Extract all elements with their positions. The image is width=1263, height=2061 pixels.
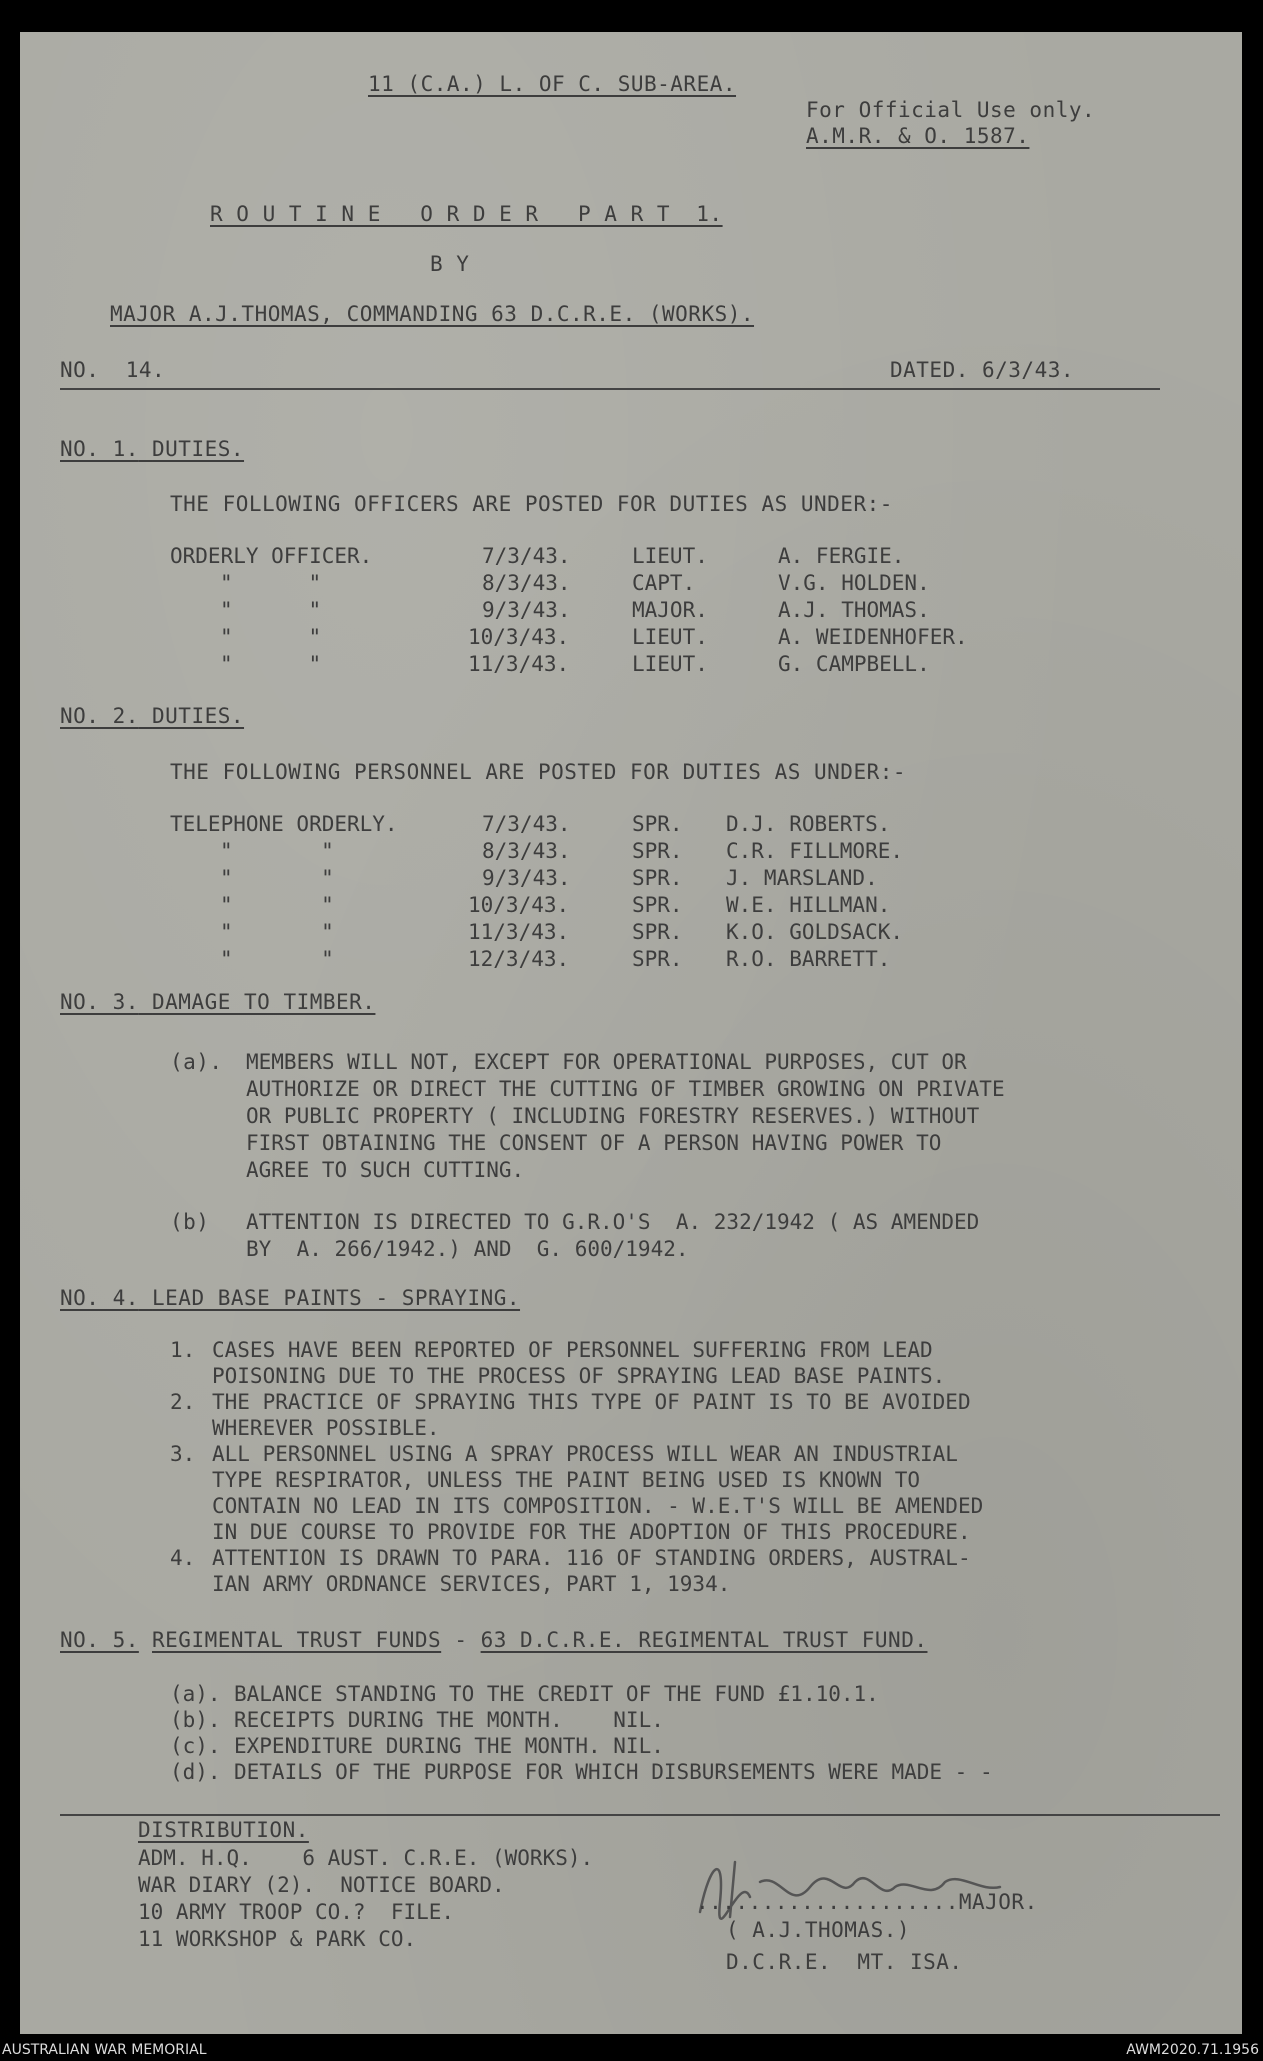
distribution-divider xyxy=(60,1814,1220,1816)
by-line: B Y xyxy=(430,252,470,276)
duty-date: 10/3/43. xyxy=(468,625,570,649)
paragraph-line: OR PUBLIC PROPERTY ( INCLUDING FORESTRY RESERVES.) WITHOUT xyxy=(246,1104,980,1128)
duty-name: J. MARSLAND. xyxy=(726,866,878,890)
duty-role: " " xyxy=(220,625,322,649)
duty-date: 9/3/43. xyxy=(482,866,571,890)
unit-heading: 11 (C.A.) L. OF C. SUB-AREA. xyxy=(368,72,737,96)
duty-role: " " xyxy=(220,866,334,890)
section-2-intro: THE FOLLOWING PERSONNEL ARE POSTED FOR DUTIES AS UNDER:- xyxy=(170,760,907,784)
official-use-note: For Official Use only. xyxy=(806,98,1096,122)
section-4-heading: NO. 4. LEAD BASE PAINTS - SPRAYING. xyxy=(60,1286,521,1310)
item-label: 2. xyxy=(170,1390,196,1414)
distribution-line: 11 WORKSHOP & PARK CO. xyxy=(138,1927,417,1951)
section-5-heading: NO. 5. REGIMENTAL TRUST FUNDS - 63 D.C.R.E. REGIMENTAL TRUST FUND. xyxy=(60,1628,928,1652)
distribution-line: 10 ARMY TROOP CO.? FILE. xyxy=(138,1900,455,1924)
duty-name: A. WEIDENHOFER. xyxy=(778,625,968,649)
duty-date: 12/3/43. xyxy=(468,947,570,971)
duty-name: K.O. GOLDSACK. xyxy=(726,920,904,944)
paragraph-line: IN DUE COURSE TO PROVIDE FOR THE ADOPTION OF THIS PROCEDURE. xyxy=(212,1520,971,1544)
duty-rank: SPR. xyxy=(632,866,683,890)
duty-name: A.J. THOMAS. xyxy=(778,598,930,622)
duty-name: W.E. HILLMAN. xyxy=(726,893,891,917)
duty-name: G. CAMPBELL. xyxy=(778,652,930,676)
duty-name: A. FERGIE. xyxy=(778,544,905,568)
distribution-line: WAR DIARY (2). NOTICE BOARD. xyxy=(138,1873,505,1897)
paragraph-line: CONTAIN NO LEAD IN ITS COMPOSITION. - W.E.T'S WILL BE AMENDED xyxy=(212,1494,984,1518)
order-number: NO. 14. xyxy=(60,358,166,382)
paragraph-line: AUTHORIZE OR DIRECT THE CUTTING OF TIMBER GROWING ON PRIVATE xyxy=(246,1077,1005,1101)
item-text: DETAILS OF THE PURPOSE FOR WHICH DISBURSEMENTS WERE MADE - - xyxy=(234,1760,993,1784)
paragraph-line: IAN ARMY ORDNANCE SERVICES, PART 1, 1934. xyxy=(212,1572,731,1596)
document-page xyxy=(20,32,1242,2034)
paragraph-line: TYPE RESPIRATOR, UNLESS THE PAINT BEING USED IS KNOWN TO xyxy=(212,1468,921,1492)
commander-line: MAJOR A.J.THOMAS, COMMANDING 63 D.C.R.E. (WORKS). xyxy=(110,302,755,326)
order-date: DATED. 6/3/43. xyxy=(890,358,1075,382)
duty-role: " " xyxy=(220,920,334,944)
paragraph-line: AGREE TO SUCH CUTTING. xyxy=(246,1158,525,1182)
duty-date: 7/3/43. xyxy=(482,544,571,568)
paragraph-line: POISONING DUE TO THE PROCESS OF SPRAYING LEAD BASE PAINTS. xyxy=(212,1364,946,1388)
archive-label: AUSTRALIAN WAR MEMORIAL xyxy=(2,2042,207,2058)
item-label: (c). xyxy=(170,1734,221,1758)
paragraph-line: ALL PERSONNEL USING A SPRAY PROCESS WILL WEAR AN INDUSTRIAL xyxy=(212,1442,958,1466)
item-text: RECEIPTS DURING THE MONTH. NIL. xyxy=(234,1708,664,1732)
reference-number: A.M.R. & O. 1587. xyxy=(806,124,1030,148)
duty-date: 9/3/43. xyxy=(482,598,571,622)
duty-rank: SPR. xyxy=(632,920,683,944)
duty-rank: CAPT. xyxy=(632,571,696,595)
header-divider xyxy=(60,388,1160,390)
duty-date: 8/3/43. xyxy=(482,839,571,863)
duty-role: ORDERLY OFFICER. xyxy=(170,544,373,568)
duty-role: " " xyxy=(220,598,322,622)
duty-rank: SPR. xyxy=(632,812,683,836)
item-text: BALANCE STANDING TO THE CREDIT OF THE FUND £1.10.1. xyxy=(234,1682,879,1706)
duty-name: D.J. ROBERTS. xyxy=(726,812,891,836)
item-label: 4. xyxy=(170,1546,196,1570)
paragraph-line: ATTENTION IS DIRECTED TO G.R.O'S A. 232/1942 ( AS AMENDED xyxy=(246,1210,980,1234)
item-label: (a). xyxy=(170,1682,221,1706)
paragraph-line: MEMBERS WILL NOT, EXCEPT FOR OPERATIONAL PURPOSES, CUT OR xyxy=(246,1050,967,1074)
item-text: EXPENDITURE DURING THE MONTH. NIL. xyxy=(234,1734,664,1758)
paragraph-line: BY A. 266/1942.) AND G. 600/1942. xyxy=(246,1237,689,1261)
duty-role: " " xyxy=(220,947,334,971)
duty-rank: LIEUT. xyxy=(632,544,708,568)
distribution-title: DISTRIBUTION. xyxy=(138,1818,309,1842)
signatory-name: ( A.J.THOMAS.) xyxy=(726,1918,911,1942)
duty-rank: SPR. xyxy=(632,893,683,917)
duty-rank: LIEUT. xyxy=(632,625,708,649)
paragraph-line: WHEREVER POSSIBLE. xyxy=(212,1416,440,1440)
paragraph-line: CASES HAVE BEEN REPORTED OF PERSONNEL SUFFERING FROM LEAD xyxy=(212,1338,933,1362)
duty-role: TELEPHONE ORDERLY. xyxy=(170,812,398,836)
duty-date: 11/3/43. xyxy=(468,652,570,676)
duty-rank: MAJOR. xyxy=(632,598,708,622)
duty-rank: SPR. xyxy=(632,839,683,863)
duty-date: 11/3/43. xyxy=(468,920,570,944)
item-label: (b). xyxy=(170,1708,221,1732)
duty-date: 8/3/43. xyxy=(482,571,571,595)
duty-name: R.O. BARRETT. xyxy=(726,947,891,971)
section-3-heading: NO. 3. DAMAGE TO TIMBER. xyxy=(60,990,376,1014)
section-2-heading: NO. 2. DUTIES. xyxy=(60,704,245,728)
duty-role: " " xyxy=(220,839,334,863)
paragraph-line: THE PRACTICE OF SPRAYING THIS TYPE OF PAINT IS TO BE AVOIDED xyxy=(212,1390,971,1414)
section-3-b-label: (b) xyxy=(170,1210,210,1234)
duty-name: V.G. HOLDEN. xyxy=(778,571,930,595)
duty-date: 7/3/43. xyxy=(482,812,571,836)
archive-id: AWM2020.71.1956 xyxy=(1126,2042,1259,2058)
duty-rank: LIEUT. xyxy=(632,652,708,676)
duty-role: " " xyxy=(220,652,322,676)
signature-line: ....................MAJOR. xyxy=(696,1890,1038,1914)
document-title: R O U T I N E O R D E R P A R T 1. xyxy=(210,202,723,226)
item-label: 3. xyxy=(170,1442,196,1466)
duty-date: 10/3/43. xyxy=(468,893,570,917)
paragraph-line: FIRST OBTAINING THE CONSENT OF A PERSON HAVING POWER TO xyxy=(246,1131,942,1155)
item-label: (d). xyxy=(170,1760,221,1784)
signatory-title: D.C.R.E. MT. ISA. xyxy=(726,1950,963,1974)
duty-rank: SPR. xyxy=(632,947,683,971)
duty-role: " " xyxy=(220,893,334,917)
section-3-a-label: (a). xyxy=(170,1050,223,1074)
section-1-intro: THE FOLLOWING OFFICERS ARE POSTED FOR DUTIES AS UNDER:- xyxy=(170,492,893,516)
paragraph-line: ATTENTION IS DRAWN TO PARA. 116 OF STANDING ORDERS, AUSTRAL- xyxy=(212,1546,971,1570)
item-label: 1. xyxy=(170,1338,196,1362)
distribution-line: ADM. H.Q. 6 AUST. C.R.E. (WORKS). xyxy=(138,1846,594,1870)
duty-name: C.R. FILLMORE. xyxy=(726,839,904,863)
duty-role: " " xyxy=(220,571,322,595)
section-1-heading: NO. 1. DUTIES. xyxy=(60,437,245,461)
